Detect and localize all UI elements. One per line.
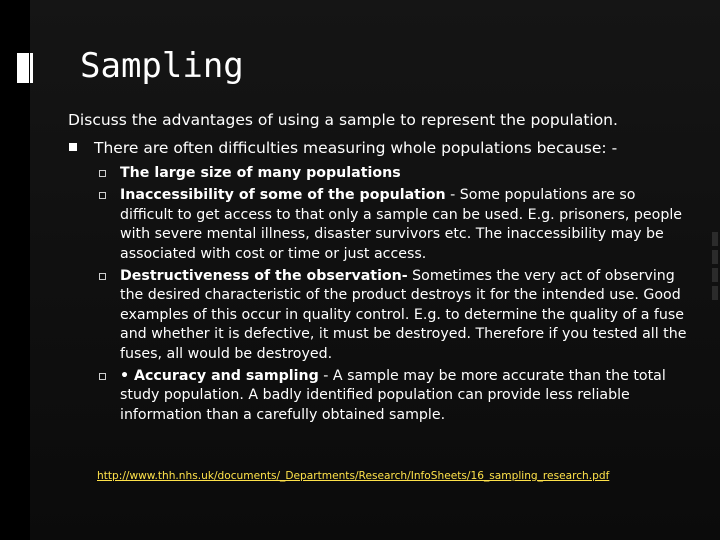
bullet-heading: The large size of many populations — [120, 165, 401, 181]
title-accent-thin-bar — [30, 53, 33, 83]
list-item — [120, 267, 698, 365]
bullet-body: - Some populations are so difficult to get access to that only a sample can be used. E.g. prisoners, people with severe mental illness, disaster survivors etc. The inaccessibility may be associated with cost or time or just access. — [120, 187, 683, 262]
list-item — [120, 186, 698, 264]
bullet-heading: Inaccessibility of some of the population — [120, 187, 446, 203]
main-bullet-text: There are often difficulties measuring whole populations because: - — [94, 139, 618, 157]
bullet-body: Sometimes the very act of observing the desired characteristic of the product destroys it for the intended use. Good examples of this occur in quality control. E.g. to determine the quality of a fuse and whether it is defective, it must be destroyed. Therefore if you tested all the fuses, all would be destroyed. — [120, 267, 687, 362]
right-decoration — [712, 286, 718, 300]
hollow-square-bullet-icon — [99, 273, 106, 280]
main-bullet — [68, 138, 698, 158]
slide-content — [68, 110, 698, 428]
bullet-heading: • Accuracy and sampling — [120, 367, 319, 384]
right-decoration — [712, 250, 718, 264]
bullet-heading: Destructiveness of the observation- — [120, 267, 408, 284]
sub-bullet-list — [68, 164, 698, 425]
right-decoration — [712, 268, 718, 282]
slide-title: Sampling — [80, 46, 244, 86]
title-accent-bar — [17, 53, 29, 83]
hollow-square-bullet-icon — [99, 170, 106, 177]
hollow-square-bullet-icon — [99, 192, 106, 199]
list-item — [120, 164, 698, 184]
hollow-square-bullet-icon — [99, 373, 106, 380]
intro-text: Discuss the advantages of using a sample to represent the population. — [68, 111, 618, 129]
bullet-body: - A sample may be more accurate than the total study population. A badly identified population can provide less reliable information than a carefully obtained sample. — [120, 367, 666, 423]
source-link[interactable]: http://www.thh.nhs.uk/documents/_Departments/Research/InfoSheets/16_sampling_research.pdf — [97, 470, 610, 482]
list-item — [120, 367, 698, 426]
square-bullet-icon — [69, 143, 77, 151]
right-decoration — [712, 232, 718, 246]
